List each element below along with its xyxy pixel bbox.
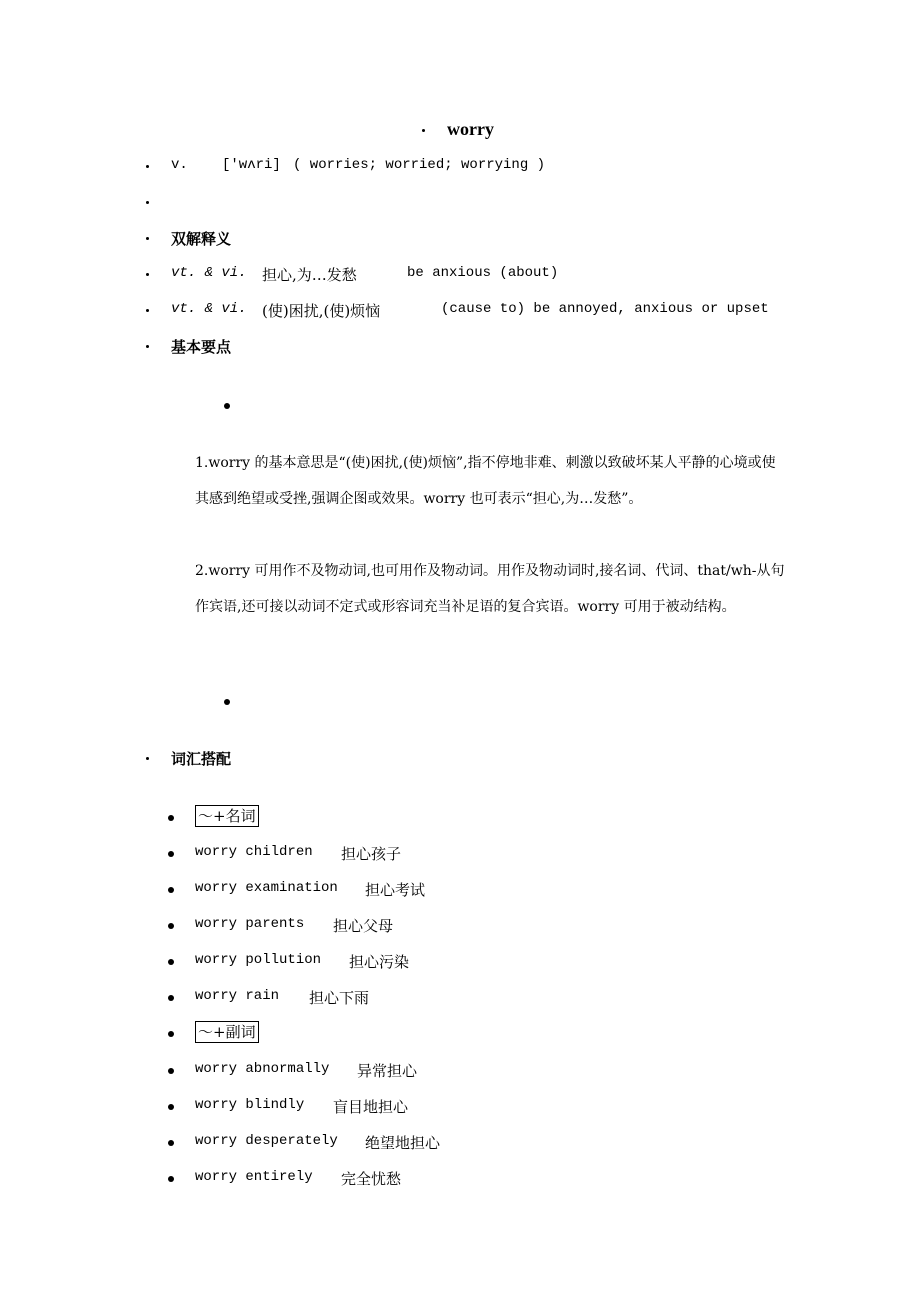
title-bullet — [422, 129, 425, 132]
collocation-cn: 担心污染 — [349, 953, 410, 971]
bullet — [168, 815, 174, 821]
collocation-en: worry examination — [195, 880, 338, 896]
bullet — [146, 757, 149, 760]
noun-group-label: ～+名词 — [195, 805, 259, 827]
collocation-cn: 绝望地担心 — [365, 1134, 441, 1152]
bullet — [168, 1140, 174, 1146]
definition-pos: vt. & vi. — [171, 301, 247, 317]
bullet — [146, 237, 149, 240]
bullet — [146, 165, 149, 168]
bullet — [168, 923, 174, 929]
collocation-cn: 担心考试 — [365, 881, 426, 899]
collocation-en: worry pollution — [195, 952, 322, 968]
bullet — [146, 345, 149, 348]
collocation-en: worry parents — [195, 916, 305, 932]
definitions-heading: 双解释义 — [171, 230, 232, 248]
headword: worry — [447, 119, 494, 139]
definition-pos: vt. & vi. — [171, 265, 247, 281]
inflected-forms: ( worries; worried; worrying ) — [293, 157, 546, 173]
collocation-cn: 完全忧愁 — [341, 1170, 402, 1188]
key-point-1: 1.worry 的基本意思是“(使)困扰,(使)烦恼”,指不停地非难、刺激以致破坏某人平静的心境或使其感到绝望或受挫,强调企图或效果。worry 也可表示“担心,为…发愁”。 — [195, 455, 776, 507]
collocation-cn: 盲目地担心 — [333, 1098, 409, 1116]
collocation-en: worry desperately — [195, 1133, 338, 1149]
bullet — [168, 1176, 174, 1182]
bullet — [168, 887, 174, 893]
collocation-en: worry entirely — [195, 1169, 313, 1185]
definition-en: be anxious (about) — [407, 265, 559, 281]
bullet — [146, 273, 149, 276]
collocation-cn: 担心父母 — [333, 917, 394, 935]
key-point-2: 2.worry 可用作不及物动词,也可用作及物动词。用作及物动词时,接名词、代词、that/wh-从句作宾语,还可接以动词不定式或形容词充当补足语的复合宾语。worry 可用于被动结构。 — [195, 563, 785, 615]
bullet — [168, 1031, 174, 1037]
part-of-speech: v. — [171, 157, 188, 173]
collocation-en: worry abnormally — [195, 1061, 330, 1077]
phonetic: ['wʌri] — [222, 157, 281, 173]
bullet — [146, 201, 149, 204]
bullet — [168, 1068, 174, 1074]
bullet — [224, 403, 230, 409]
collocation-en: worry rain — [195, 988, 280, 1004]
collocation-cn: 担心孩子 — [341, 845, 402, 863]
collocations-heading: 词汇搭配 — [171, 750, 232, 768]
bullet — [168, 995, 174, 1001]
key-points-heading: 基本要点 — [171, 338, 232, 356]
collocation-en: worry blindly — [195, 1097, 305, 1113]
definition-cn: 担心,为…发愁 — [262, 266, 357, 284]
bullet — [146, 309, 149, 312]
collocation-cn: 异常担心 — [357, 1062, 418, 1080]
collocation-en: worry children — [195, 844, 313, 860]
bullet — [168, 1104, 174, 1110]
definition-cn: (使)困扰,(使)烦恼 — [262, 302, 381, 320]
bullet — [168, 851, 174, 857]
adverb-group-label: ～+副词 — [195, 1021, 259, 1043]
bullet — [224, 699, 230, 705]
definition-en: (cause to) be annoyed, anxious or upset — [441, 301, 769, 317]
bullet — [168, 959, 174, 965]
collocation-cn: 担心下雨 — [309, 989, 370, 1007]
